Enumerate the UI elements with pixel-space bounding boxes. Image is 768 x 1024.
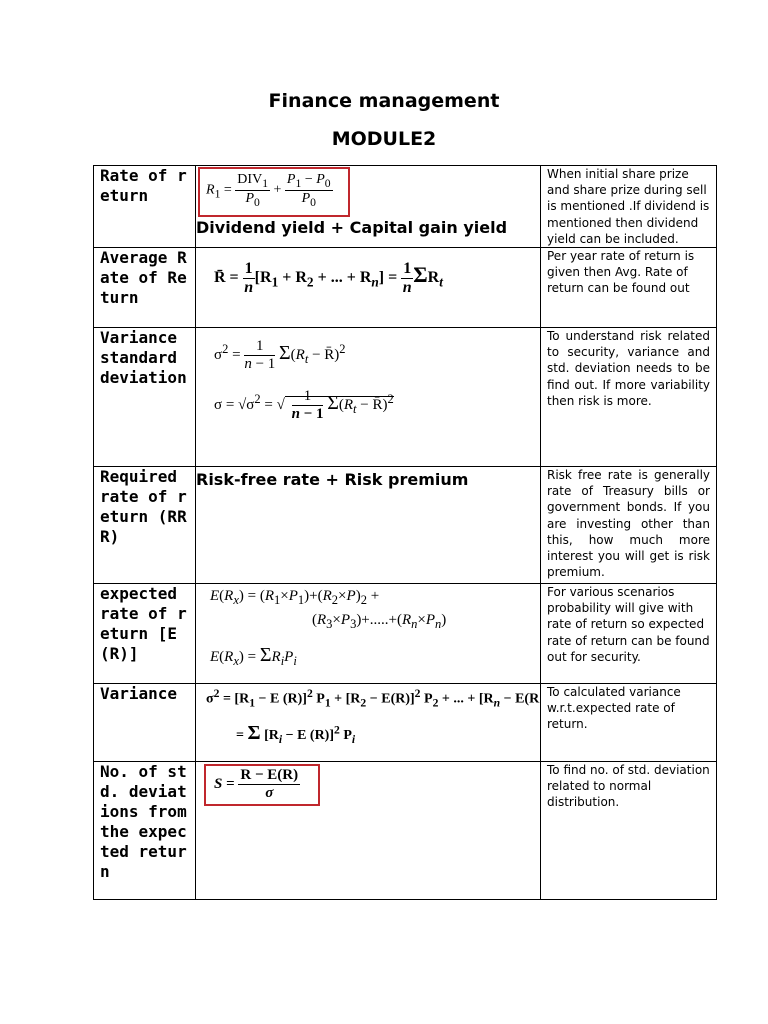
document-title: Finance management — [268, 90, 500, 112]
formula: S = $\frac{R - E(R)}{\sigma}$ — [214, 767, 299, 802]
table-row — [94, 467, 717, 584]
formula-cell — [196, 328, 541, 467]
row-note: To understand risk related to security, variance and std. deviation needs to be find out. If more variability then risk is more. — [547, 329, 710, 408]
row-label: expected rate of return [E(R)] — [100, 584, 187, 664]
formula-std: $\sigma = √\sigma^2$ = √ $\frac{1}{n - 1}$ $\Sigma(R_t$ − R̄)$^2$ — [214, 388, 394, 423]
table-row — [94, 248, 717, 328]
formula-cell — [196, 248, 541, 328]
module-heading: MODULE2 — [331, 128, 437, 150]
formula-cell — [196, 684, 541, 762]
row-note: Per year rate of return is given then Avg. Rate of return can be found out — [547, 249, 695, 296]
formula-cell — [196, 467, 541, 584]
table-row — [94, 584, 717, 684]
formula: $\sigma^2 = [R_1 - E$ (R)]$^2$ $P_1 + [R_2 - E(R)]^2$ $P_2$ + ... + [$R_n - E(R$ — [206, 687, 540, 710]
formula-cell — [196, 762, 541, 900]
row-note: When initial share prize and share prize during sell is mentioned .If dividend is mentioned then dividend yield can be included. — [547, 167, 710, 246]
row-label: Variance standard deviation — [100, 328, 187, 388]
row-label: Average Rate of Return — [100, 248, 187, 308]
table-row — [94, 762, 717, 900]
formula: $E(R_x) = (R_1\times P_1)+(R_2\times P)_2$ + — [210, 588, 380, 608]
formula-cell — [196, 584, 541, 684]
row-label: Variance — [100, 684, 178, 704]
row-note: For various scenarios probability will give with rate of return so expected rate of return can be found out for security. — [547, 585, 710, 664]
row-label: No. of std. deviations from the expected return — [100, 762, 187, 882]
formula-sum: $E(R_x) = \Sigma R_iP_i$ — [210, 644, 297, 669]
formula-table — [93, 165, 717, 900]
table-row — [94, 684, 717, 762]
table-row — [94, 328, 717, 467]
formula: R̄ = $\frac{1}{n}$ [$R_1 + R_2$ + ... + $R_n$] = $\frac{1}{n}$ $\Sigma R_t$ — [214, 260, 443, 297]
formula-sum: = Σ [$R_i - E$ (R)]$^2$ $P_i$ — [236, 722, 356, 746]
row-note: To calculated variance w.r.t.expected rate of return. — [547, 685, 681, 732]
formula-cell — [196, 166, 541, 248]
formula: $R_1$ = $\frac{DIV_1}{P_0}$ + $\frac{P_1 - P_0}{P_0}$ — [206, 172, 331, 209]
formula-text: Risk-free rate + Risk premium — [196, 470, 469, 490]
formula-cont: $(R_3\times P_3)+.....+(R_n\times P_n)$ — [312, 612, 447, 632]
row-label: Rate of return — [100, 166, 187, 205]
formula: $\sigma^2$ = $\frac{1}{n - 1}$ $\Sigma(R_t$ − R̄)$^2$ — [214, 338, 346, 373]
table-row — [94, 166, 717, 248]
formula-text: Dividend yield + Capital gain yield — [196, 218, 508, 237]
row-note: To find no. of std. deviation related to normal distribution. — [547, 763, 710, 810]
row-note: Risk free rate is generally rate of Treasury bills or government bonds. If you are investing other than this, how much more interest you will get is risk premium. — [547, 468, 710, 580]
row-label: Required rate of return (RRR) — [100, 467, 187, 547]
